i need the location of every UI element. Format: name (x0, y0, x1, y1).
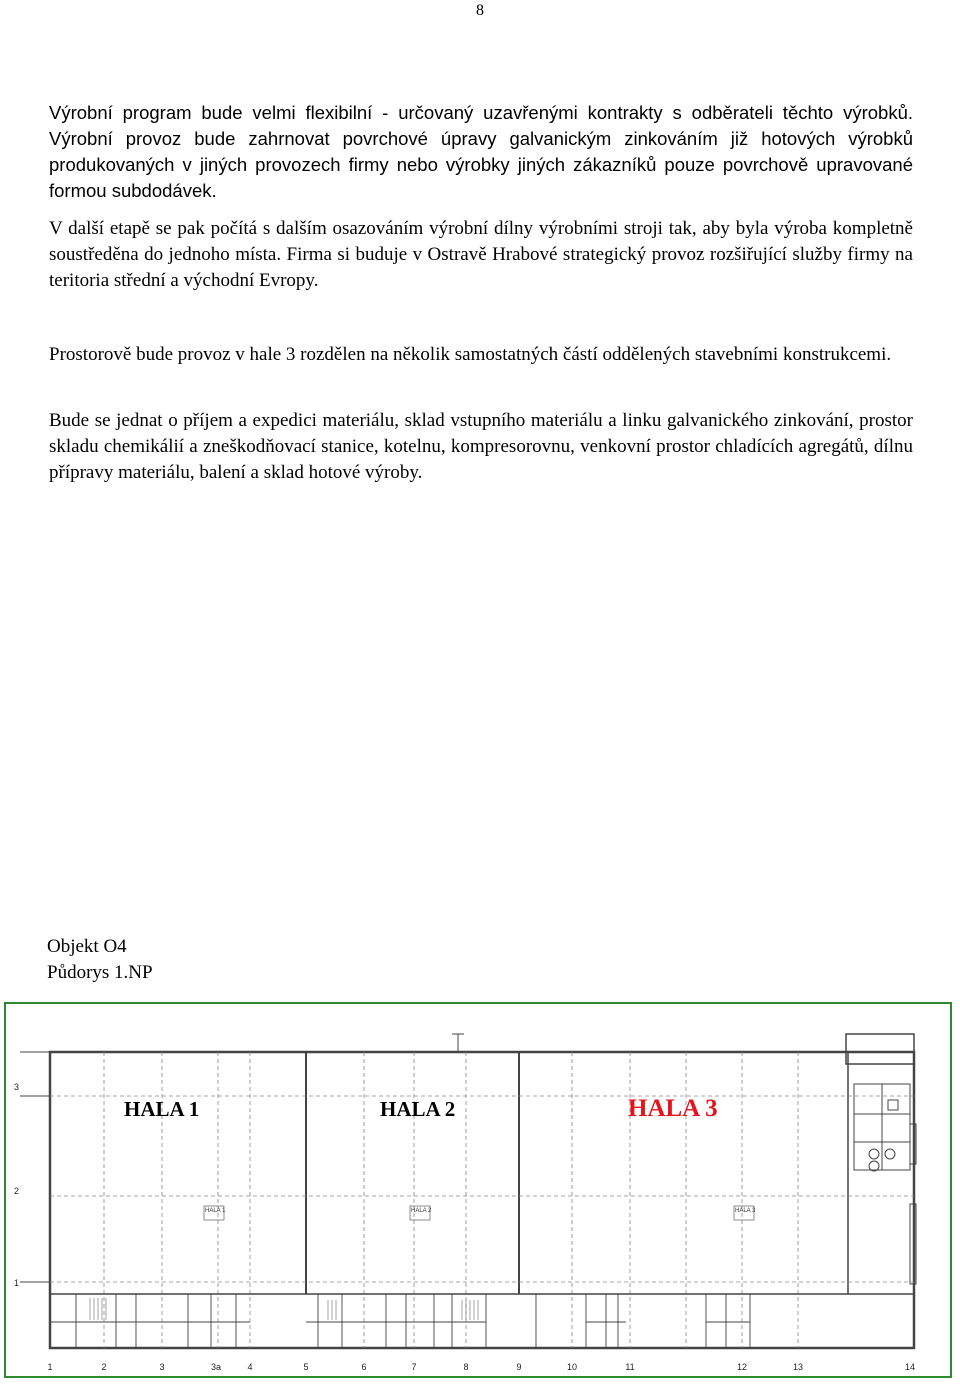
axis-label: 13 (792, 1362, 804, 1372)
row-label: 2 (14, 1186, 20, 1196)
paragraph-hall-sections: Bude se jednat o příjem a expedici materiálu, sklad vstupního materiálu a linku galvanického zinkování, prostor skladu chemikálií a zneškodňovací stanice, kotelnu, kompresorovnu, venkovní prostor chladících agregátů, dílnu přípravy materiálu, balení a sklad hotové výroby. (49, 410, 913, 483)
hall-label-2: HALA 2 (380, 1097, 456, 1121)
page-number: 8 (476, 2, 484, 19)
caption-floor-plan: Půdorys 1.NP (47, 962, 153, 983)
tank-icon (869, 1149, 879, 1159)
axis-label: 12 (736, 1362, 748, 1372)
axis-label: 9 (516, 1362, 522, 1372)
tank-icon (885, 1149, 895, 1159)
axis-label: 6 (361, 1362, 367, 1372)
hall-label-3: HALA 3 (628, 1095, 718, 1122)
paragraph-hall-layout: Prostorově bude provoz v hale 3 rozdělen na několik samostatných částí oddělených stavebními konstrukcemi. (49, 344, 892, 365)
small-hall-label: HALA 2 (411, 1208, 432, 1214)
axis-label: 11 (625, 1362, 635, 1372)
annex-outline (846, 1034, 914, 1064)
row-label: 1 (14, 1278, 20, 1288)
paragraph-production-program: Výrobní program bude velmi flexibilní - určovaný uzavřenými kontrakty s odběrateli těchto výrobků. Výrobní provoz bude zahrnovat povrchové úpravy galvanickým zinkováním již hotových výrobků produkovaných v jiných provozech firmy nebo výrobky jiných zákazníků pouze povrchově upravované formou subdodávek. (49, 102, 913, 201)
axis-label: 3a (210, 1362, 222, 1372)
hall-label-1: HALA 1 (124, 1097, 200, 1121)
axis-label: 5 (303, 1362, 309, 1372)
axis-label: 4 (247, 1362, 253, 1372)
floor-plan-frame (4, 1002, 952, 1378)
row-label: 3 (14, 1082, 20, 1092)
axis-label: 8 (463, 1362, 469, 1372)
axis-label: 1 (47, 1362, 53, 1372)
axis-label: 10 (566, 1362, 578, 1372)
axis-label: 2 (101, 1362, 107, 1372)
axis-label: 3 (159, 1362, 165, 1372)
paragraph-next-stage: V další etapě se pak počítá s dalším osazováním výrobní dílny výrobními stroji tak, aby byla výroba kompletně soustředěna do jednoho místa. Firma si buduje v Ostravě Hrabové strategický provoz rozšiřující služby firmy na teritoria střední a východní Evropy. (49, 218, 913, 291)
small-hall-label: HALA 3 (735, 1208, 756, 1214)
axis-label: 7 (411, 1362, 417, 1372)
caption-object: Objekt O4 (47, 936, 127, 957)
floor-plan-drawing (6, 1004, 950, 1376)
axis-label: 14 (904, 1362, 916, 1372)
small-hall-label: HALA 1 (205, 1208, 226, 1214)
